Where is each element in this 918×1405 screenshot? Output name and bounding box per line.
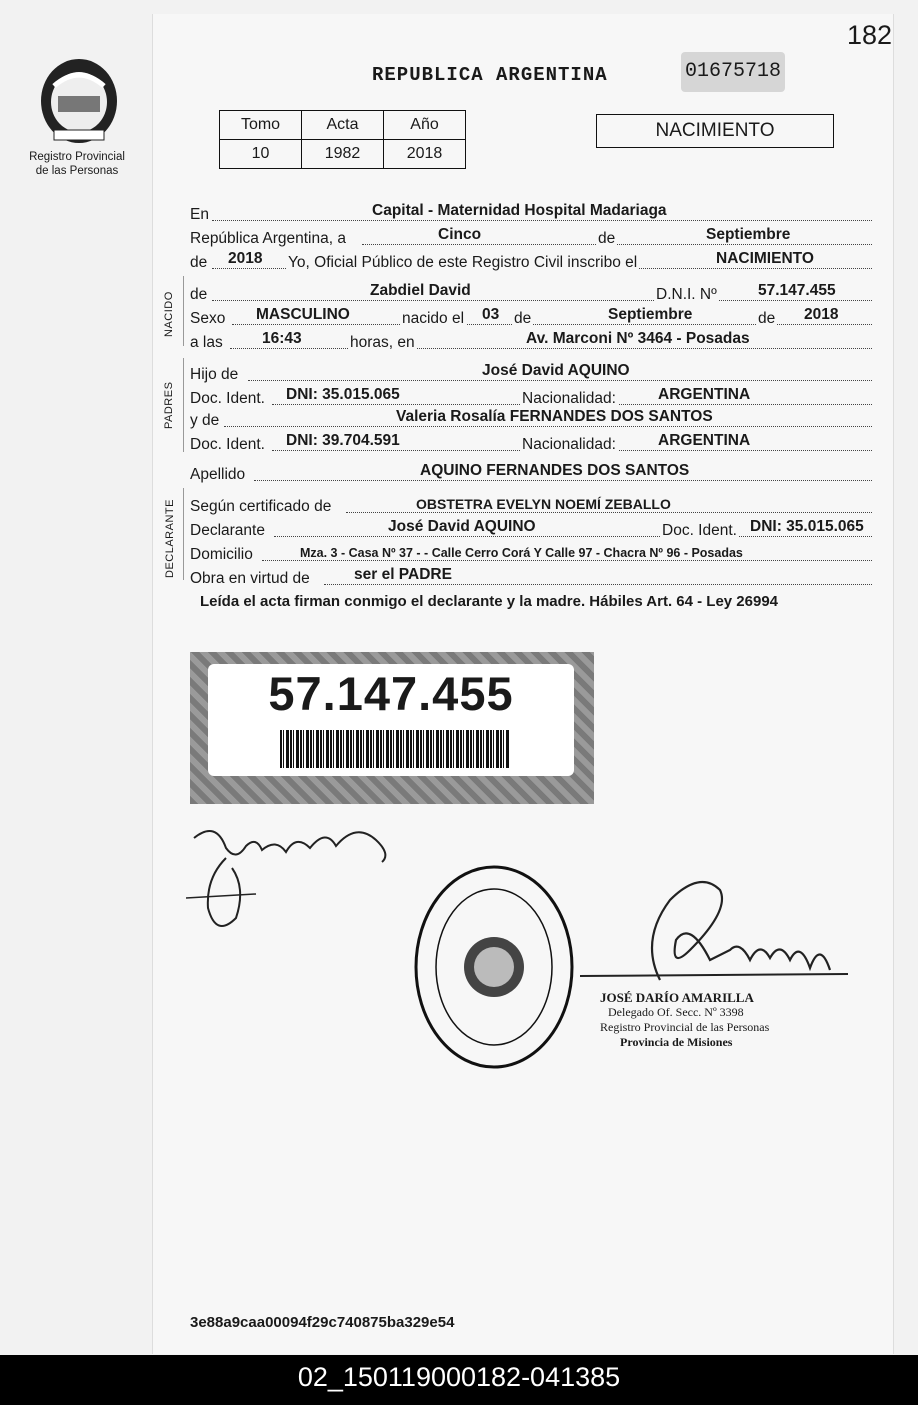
side-label-padres: PADRES: [163, 381, 175, 429]
line-surname: [190, 462, 872, 484]
header-acta: Acta: [302, 111, 384, 140]
child-name: Zabdiel David: [370, 282, 471, 299]
registry-line-2: de las Personas: [35, 165, 119, 177]
page-number: 182: [846, 20, 892, 50]
official-signature: [580, 880, 850, 990]
label-nac-mother: Nacionalidad:: [522, 436, 616, 453]
province-seal-logo: [34, 56, 124, 146]
inscribe-type: NACIMIENTO: [716, 250, 814, 267]
line-mother: [190, 408, 872, 430]
birth-time: 16:43: [262, 330, 302, 347]
address-value: Mza. 3 - Casa Nº 37 - - Calle Cerro Corá Y Calle 97 - Chacra Nº 96 - Posadas: [300, 546, 743, 560]
label-de-bday: de: [514, 310, 532, 327]
label-de-bmonth: de: [758, 310, 776, 327]
surname: AQUINO FERNANDES DOS SANTOS: [420, 462, 690, 479]
line-father-doc: [190, 386, 872, 408]
registry-line-1: Registro Provincial: [29, 151, 125, 163]
declarant-signature: [186, 818, 406, 942]
label-apellido: Apellido: [190, 466, 246, 483]
label-domicilio: Domicilio: [190, 546, 253, 563]
certificate-value: OBSTETRA EVELYN NOEMÍ ZEBALLO: [416, 496, 671, 512]
declarant-name: José David AQUINO: [388, 518, 536, 535]
label-sexo: Sexo: [190, 310, 226, 327]
line-date: [190, 226, 872, 248]
record-type-box: NACIMIENTO: [596, 114, 834, 148]
value-acta: 1982: [302, 140, 384, 169]
record-table: [219, 110, 466, 169]
document-title: REPUBLICA ARGENTINA: [372, 64, 608, 86]
official-role: Delegado Of. Secc. Nº 3398: [608, 1005, 744, 1019]
label-alas: a las: [190, 334, 223, 351]
birth-year: 2018: [804, 306, 839, 323]
official-registry: Registro Provincial de las Personas: [600, 1020, 770, 1034]
line-certificate: [190, 494, 872, 516]
sex-value: MASCULINO: [256, 306, 350, 323]
document-hash: 3e88a9caa00094f29c740875ba329e54: [190, 1314, 455, 1331]
official-stamp: [412, 862, 577, 1072]
line-obra: [190, 566, 872, 588]
side-label-declarante: DECLARANTE: [164, 499, 176, 578]
line-time: [190, 330, 872, 352]
line-address: [190, 542, 872, 564]
label-declarante: Declarante: [190, 522, 265, 539]
place-value: Capital - Maternidad Hospital Madariaga: [372, 202, 667, 219]
label-doc-father: Doc. Ident.: [190, 390, 265, 407]
label-de-name: de: [190, 286, 208, 303]
father-name: José David AQUINO: [482, 362, 630, 379]
official-block: [600, 990, 769, 1050]
label-segun: Según certificado de: [190, 498, 332, 515]
dni-barcode: [280, 730, 510, 768]
label-horas: horas, en: [350, 334, 415, 351]
day-words: Cinco: [438, 226, 482, 243]
line-mother-doc: [190, 432, 872, 454]
oficial-text: Yo, Oficial Público de este Registro Civil inscribo el: [288, 254, 638, 271]
line-sex: [190, 306, 872, 328]
birth-place: Av. Marconi Nº 3464 - Posadas: [526, 330, 750, 347]
obra-value: ser el PADRE: [354, 566, 452, 583]
birth-day: 03: [482, 306, 500, 323]
label-en: En: [190, 206, 209, 223]
dni-sticker-number: 57.147.455: [268, 667, 514, 720]
label-dni: D.N.I. Nº: [656, 286, 717, 303]
label-republica: República Argentina, a: [190, 230, 346, 247]
label-de: de: [598, 230, 616, 247]
label-hijo: Hijo de: [190, 366, 239, 383]
father-doc: DNI: 35.015.065: [286, 386, 400, 403]
year-value: 2018: [228, 250, 263, 267]
serial-number: 01675718: [681, 52, 785, 92]
value-tomo: 10: [220, 140, 302, 169]
label-nac-father: Nacionalidad:: [522, 390, 616, 407]
line-year: [190, 250, 872, 272]
official-province: Provincia de Misiones: [620, 1035, 733, 1049]
registry-name: [18, 150, 136, 178]
label-doc-mother: Doc. Ident.: [190, 436, 265, 453]
declarant-doc: DNI: 35.015.065: [750, 518, 864, 535]
mother-name: Valeria Rosalía FERNANDES DOS SANTOS: [396, 408, 713, 425]
label-yde: y de: [190, 412, 220, 429]
father-nationality: ARGENTINA: [658, 386, 751, 403]
label-obra: Obra en virtud de: [190, 570, 310, 587]
label-de-year: de: [190, 254, 208, 271]
value-anio: 2018: [384, 140, 466, 169]
label-doc-declarant: Doc. Ident.: [662, 522, 737, 539]
line-father: [190, 362, 872, 384]
line-place: [190, 202, 872, 224]
month-value: Septiembre: [706, 226, 791, 243]
child-dni: 57.147.455: [758, 282, 836, 299]
header-anio: Año: [384, 111, 466, 140]
label-nacido: nacido el: [402, 310, 465, 327]
line-declarant: [190, 518, 872, 540]
official-name: JOSÉ DARÍO AMARILLA: [600, 990, 754, 1005]
header-tomo: Tomo: [220, 111, 302, 140]
line-name: [190, 282, 872, 304]
closing-text: Leída el acta firman conmigo el declarante y la madre. Hábiles Art. 64 - Ley 26994: [200, 593, 779, 610]
mother-nationality: ARGENTINA: [658, 432, 751, 449]
footer-id: 02_150119000182-041385: [0, 1355, 918, 1405]
mother-doc: DNI: 39.704.591: [286, 432, 400, 449]
birth-month: Septiembre: [608, 306, 693, 323]
side-label-nacido: NACIDO: [163, 291, 175, 337]
